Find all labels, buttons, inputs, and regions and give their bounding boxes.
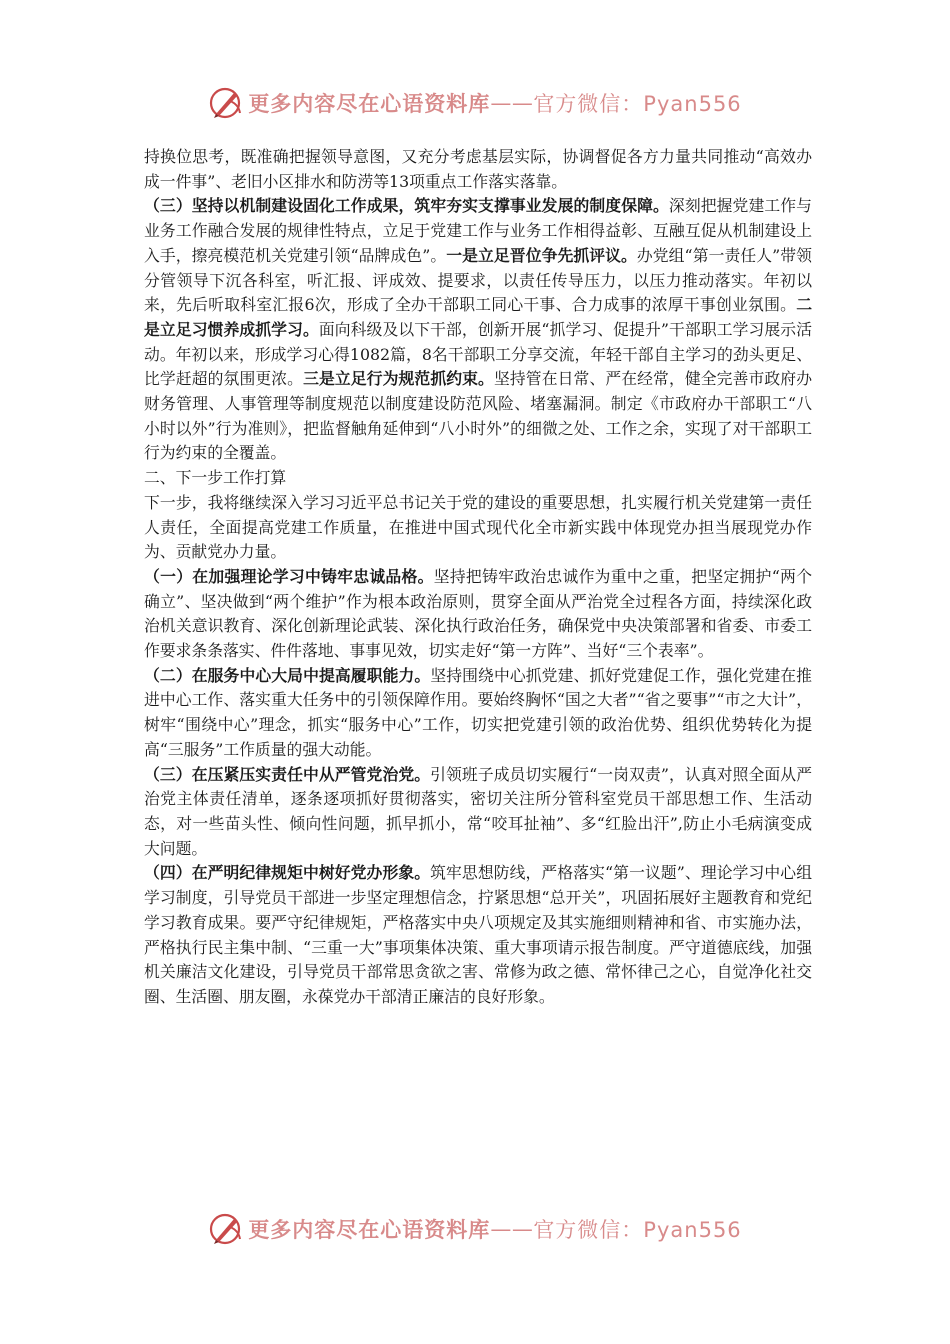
bold-point: 一是立足晋位争先抓评议。 — [446, 245, 637, 265]
paragraph-theory-study — [144, 565, 812, 664]
section-heading: （一）在加强理论学习中铸牢忠诚品格。 — [144, 566, 434, 586]
section-heading: （三）在压紧压实责任中从严管党治党。 — [144, 764, 431, 784]
watermark-title: 更多内容尽在心语资料库 — [248, 1218, 491, 1242]
section-heading: （三）坚持以机制建设固化工作成果，筑牢夯实支撑事业发展的制度保障。 — [144, 196, 669, 216]
paragraph-text: 办党组“第一责任人”带领分管领导下沉各科室，听汇报、评成效、提要求，以责任传导压力，以压力推动落实。年初以来，先后听取科室汇报6次，形成了全办干部职工同心干事、合力成事的浓厚干事创业氛围。 — [144, 245, 812, 315]
bold-point: 二是立足习惯养成抓学习。 — [144, 295, 812, 339]
watermark-dash: —— — [490, 1217, 534, 1241]
pen-brush-logo-icon — [208, 85, 244, 121]
paragraph-discipline — [144, 861, 812, 1009]
pen-brush-logo-icon — [208, 1211, 244, 1247]
paragraph-text: 坚持围绕中心抓党建、抓好党建促工作，强化党建在推进中心工作、落实重大任务中的引领保障作用。要始终胸怀“国之大者”“省之要事”“市之大计”，树牢“围绕中心”理念，抓实“服务中心”工作，切实把党建引领的政治优势、组织优势转化为提高“三服务”工作质量的强大动能。 — [144, 665, 812, 759]
paragraph-text: 坚持管在日常、严在经常，健全完善市政府办财务管理、人事管理等制度规范以制度建设防范风险、堵塞漏洞。制定《市政府办干部职工“八小时以外”行为准则》，把监督触角延伸到“八小时外”的细微之处、工作之余，实现了对干部职工行为约束的全覆盖。 — [144, 369, 812, 463]
paragraph-text: 下一步，我将继续深入学习习近平总书记关于党的建设的重要思想，扎实履行机关党建第一责任人责任，全面提高党建工作质量，在推进中国式现代化全市新实践中体现党办担当展现党办作为、贡献党办力量。 — [144, 492, 812, 562]
paragraph-strict-governance — [144, 763, 812, 862]
paragraph-text: 面向科级及以下干部，创新开展“抓学习、促提升”干部职工学习展示活动。年初以来，形成学习心得1082篇，8名干部职工分享交流，年轻干部自主学习的劲头更足、比学赶超的氛围更浓。 — [144, 319, 812, 389]
section-title: 二、下一步工作打算 — [144, 468, 287, 488]
watermark-contact: 官方微信：Pyan556 — [533, 92, 742, 116]
bold-point: 三是立足行为规范抓约束。 — [303, 369, 494, 389]
document-body — [144, 145, 812, 1010]
watermark-title: 更多内容尽在心语资料库 — [248, 92, 491, 116]
watermark-dash: —— — [490, 91, 534, 115]
footer-watermark — [0, 1209, 950, 1249]
paragraph-mechanism — [144, 194, 812, 466]
paragraph-text: 引领班子成员切实履行“一岗双责”，认真对照全面从严治党主体责任清单，逐条逐项抓好贯彻落实，密切关注所分管科室党员干部思想工作、生活动态，对一些苗头性、倾向性问题，抓早抓小，常“咬耳扯袖”、多“红脸出汗”,防止小毛病演变成大问题。 — [144, 764, 812, 858]
paragraph-text: 持换位思考，既准确把握领导意图，又充分考虑基层实际，协调督促各方力量共同推动“高效办成一件事”、老旧小区排水和防涝等13项重点工作落实落靠。 — [144, 147, 812, 191]
paragraph-service-center — [144, 664, 812, 763]
section-heading: （二）在服务中心大局中提高履职能力。 — [144, 665, 431, 685]
paragraph-text: 坚持把铸牢政治忠诚作为重中之重，把坚定拥护“两个确立”、坚决做到“两个维护”作为根本政治原则，贯穿全面从严治党全过程各方面，持续深化政治机关意识教育、深化创新理论武装、深化执行政治任务，确保党中央决策部署和省委、市委工作要求条条落实、件件落地、事事见效，切实走好“第一方阵”、当好“三个表率”。 — [144, 566, 812, 661]
section-heading: （四）在严明纪律规矩中树好党办形象。 — [144, 863, 431, 883]
section-title-next-steps — [144, 466, 812, 491]
paragraph-next-steps-intro — [144, 491, 812, 565]
header-watermark — [0, 83, 950, 123]
watermark-contact: 官方微信：Pyan556 — [533, 1218, 742, 1242]
paragraph-text: 深刻把握党建工作与业务工作融合发展的规律性特点，立足于党建工作与业务工作相得益彰、互融互促从机制建设上入手，擦亮模范机关党建引领“品牌成色”。 — [144, 196, 812, 265]
paragraph-text: 筑牢思想防线，严格落实“第一议题”、理论学习中心组学习制度，引导党员干部进一步坚定理想信念，拧紧思想“总开关”，巩固拓展好主题教育和党纪学习教育成果。要严守纪律规矩，严格落实中央八项规定及其实施细则精神和省、市实施办法，严格执行民主集中制、“三重一大”事项集体决策、重大事项请示报告制度。严守道德底线，加强机关廉洁文化建设，引导党员干部常思贪欲之害、常修为政之德、常怀律己之心，自觉净化社交圈、生活圈、朋友圈，永葆党办干部清正廉洁的良好形象。 — [144, 863, 812, 1006]
paragraph-continuation — [144, 145, 812, 194]
